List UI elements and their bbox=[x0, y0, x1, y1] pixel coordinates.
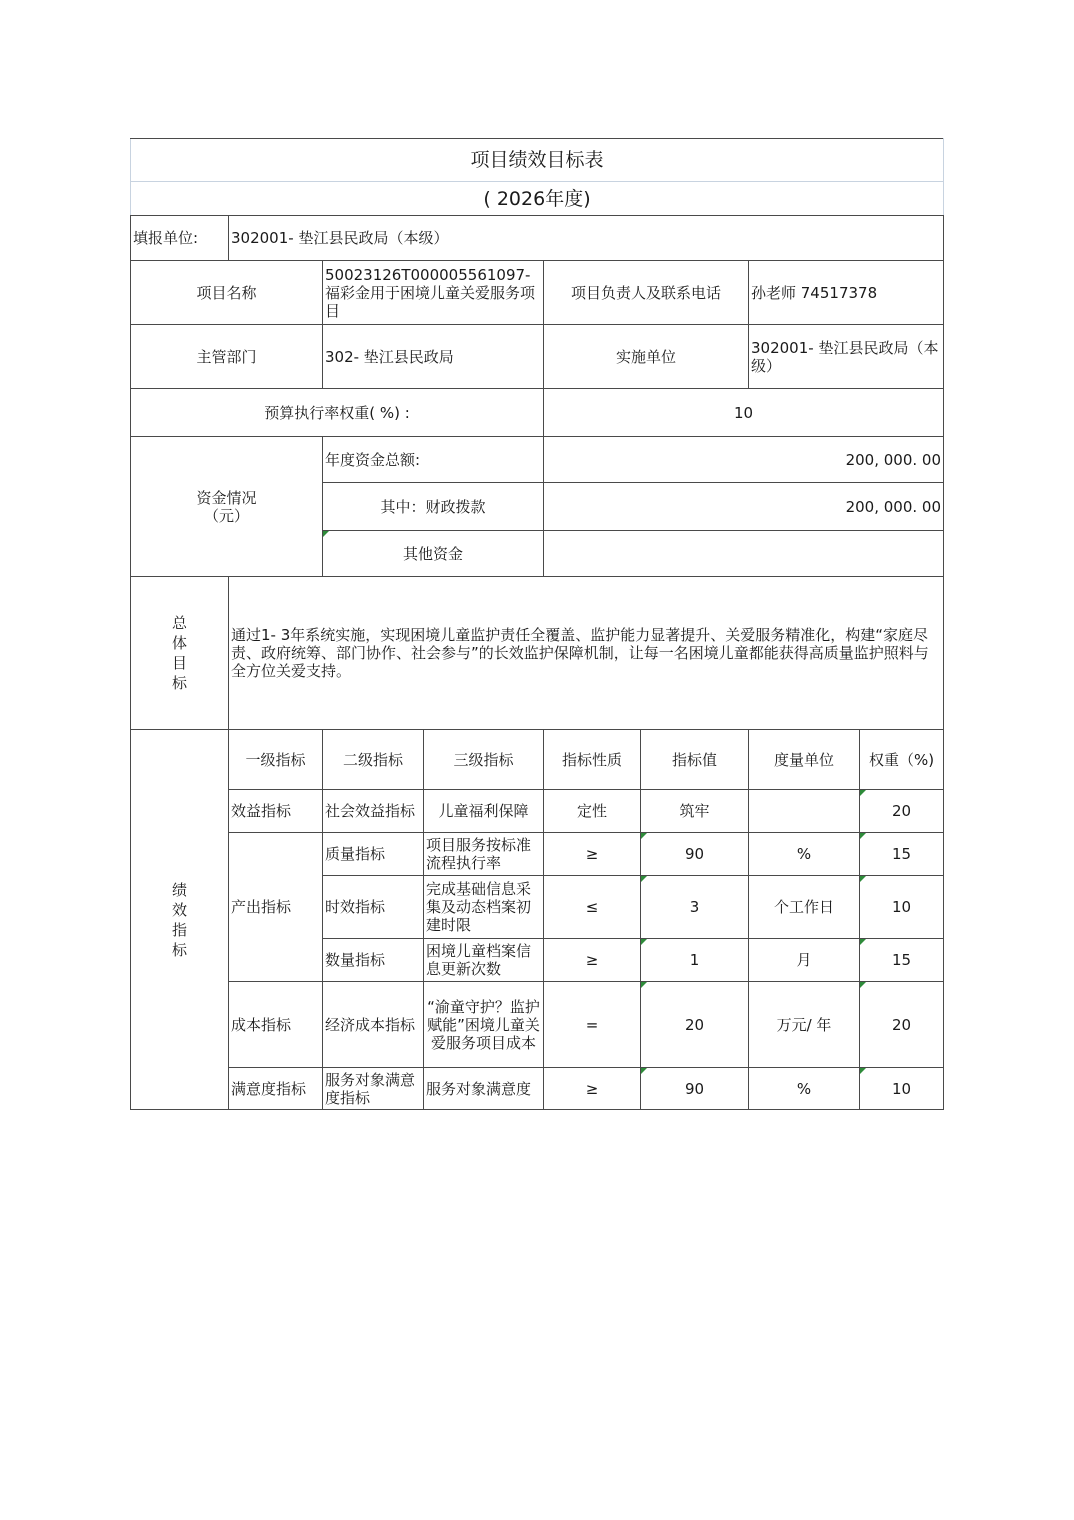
row-level2: 服务对象满意度指标 bbox=[323, 1068, 424, 1110]
filler-label: 填报单位: bbox=[131, 216, 229, 261]
budget-value: 10 bbox=[544, 389, 944, 437]
row-weight: 20 bbox=[860, 790, 944, 833]
funds-label-text: 资金情况（元） bbox=[196, 488, 257, 525]
table-row bbox=[131, 1068, 944, 1110]
project-name-label: 项目名称 bbox=[131, 261, 323, 325]
indicators-label bbox=[131, 730, 229, 1110]
table-row bbox=[131, 833, 944, 876]
impl-label: 实施单位 bbox=[544, 325, 749, 389]
performance-target-sheet bbox=[130, 138, 943, 1110]
impl-value: 302001- 垫江县民政局（本级） bbox=[749, 325, 944, 389]
row-value: 3 bbox=[641, 876, 749, 939]
row-level3: 项目服务按标准流程执行率 bbox=[424, 833, 544, 876]
row-level2: 时效指标 bbox=[323, 876, 424, 939]
row-level2: 数量指标 bbox=[323, 939, 424, 982]
contact-label: 项目负责人及联系电话 bbox=[544, 261, 749, 325]
row-level3: 儿童福利保障 bbox=[424, 790, 544, 833]
project-name-value: 50023126T000005561097- 福彩金用于困境儿童关爱服务项目 bbox=[323, 261, 544, 325]
header-level3: 三级指标 bbox=[424, 730, 544, 790]
row-value: 筑牢 bbox=[641, 790, 749, 833]
goal-text: 通过1- 3年系统实施，实现困境儿童监护责任全覆盖、监护能力显著提升、关爱服务精准化，构建“家庭尽责、政府统筹、部门协作、社会参与”的长效监护保障机制，让每一名困境儿童都能获得高质量监护照料与全方位关爱支持。 bbox=[229, 577, 944, 730]
funds-fiscal-value: 200, 000. 00 bbox=[544, 483, 944, 531]
indicators-label-text: 绩效指标 bbox=[171, 880, 187, 959]
dept-value: 302- 垫江县民政局 bbox=[323, 325, 544, 389]
row-level2: 质量指标 bbox=[323, 833, 424, 876]
row-weight: 15 bbox=[860, 939, 944, 982]
row-nature: ≥ bbox=[544, 1068, 641, 1110]
row-level1: 产出指标 bbox=[229, 833, 323, 982]
row-level2: 经济成本指标 bbox=[323, 982, 424, 1068]
row-nature: = bbox=[544, 982, 641, 1068]
row-unit: 万元/ 年 bbox=[749, 982, 860, 1068]
header-nature: 指标性质 bbox=[544, 730, 641, 790]
row-level3: “渝童守护？监护赋能”困境儿童关爱服务项目成本 bbox=[424, 982, 544, 1068]
row-unit: % bbox=[749, 1068, 860, 1110]
row-nature: 定性 bbox=[544, 790, 641, 833]
funds-fiscal-label: 其中：财政拨款 bbox=[323, 483, 544, 531]
row-value: 20 bbox=[641, 982, 749, 1068]
dept-label: 主管部门 bbox=[131, 325, 323, 389]
goal-label bbox=[131, 577, 229, 730]
table-row bbox=[131, 790, 944, 833]
funds-total-value: 200, 000. 00 bbox=[544, 437, 944, 483]
sheet-title: 项目绩效目标表 bbox=[131, 139, 944, 182]
row-unit: 月 bbox=[749, 939, 860, 982]
funds-total-label: 年度资金总额: bbox=[323, 437, 544, 483]
header-weight: 权重（%) bbox=[860, 730, 944, 790]
funds-other-value bbox=[544, 531, 944, 577]
header-unit: 度量单位 bbox=[749, 730, 860, 790]
header-level2: 二级指标 bbox=[323, 730, 424, 790]
row-weight: 20 bbox=[860, 982, 944, 1068]
row-level1: 满意度指标 bbox=[229, 1068, 323, 1110]
row-weight: 10 bbox=[860, 876, 944, 939]
row-nature: ≤ bbox=[544, 876, 641, 939]
sheet-year: ( 2026年度) bbox=[131, 182, 944, 216]
funds-label bbox=[131, 437, 323, 577]
row-level1: 成本指标 bbox=[229, 982, 323, 1068]
row-unit: 个工作日 bbox=[749, 876, 860, 939]
row-weight: 10 bbox=[860, 1068, 944, 1110]
row-unit: % bbox=[749, 833, 860, 876]
funds-other-label: 其他资金 bbox=[323, 531, 544, 577]
table-row bbox=[131, 982, 944, 1068]
row-level2: 社会效益指标 bbox=[323, 790, 424, 833]
row-nature: ≥ bbox=[544, 939, 641, 982]
contact-value: 孙老师 74517378 bbox=[749, 261, 944, 325]
header-value: 指标值 bbox=[641, 730, 749, 790]
row-nature: ≥ bbox=[544, 833, 641, 876]
row-weight: 15 bbox=[860, 833, 944, 876]
budget-label: 预算执行率权重( %) : bbox=[131, 389, 544, 437]
filler-value: 302001- 垫江县民政局（本级） bbox=[229, 216, 944, 261]
row-level1: 效益指标 bbox=[229, 790, 323, 833]
row-value: 90 bbox=[641, 833, 749, 876]
row-level3: 服务对象满意度 bbox=[424, 1068, 544, 1110]
row-level3: 困境儿童档案信息更新次数 bbox=[424, 939, 544, 982]
header-level1: 一级指标 bbox=[229, 730, 323, 790]
row-unit bbox=[749, 790, 860, 833]
row-value: 90 bbox=[641, 1068, 749, 1110]
performance-table bbox=[130, 138, 944, 1110]
row-value: 1 bbox=[641, 939, 749, 982]
row-level3: 完成基础信息采集及动态档案初建时限 bbox=[424, 876, 544, 939]
goal-label-text: 总体目标 bbox=[171, 614, 187, 692]
